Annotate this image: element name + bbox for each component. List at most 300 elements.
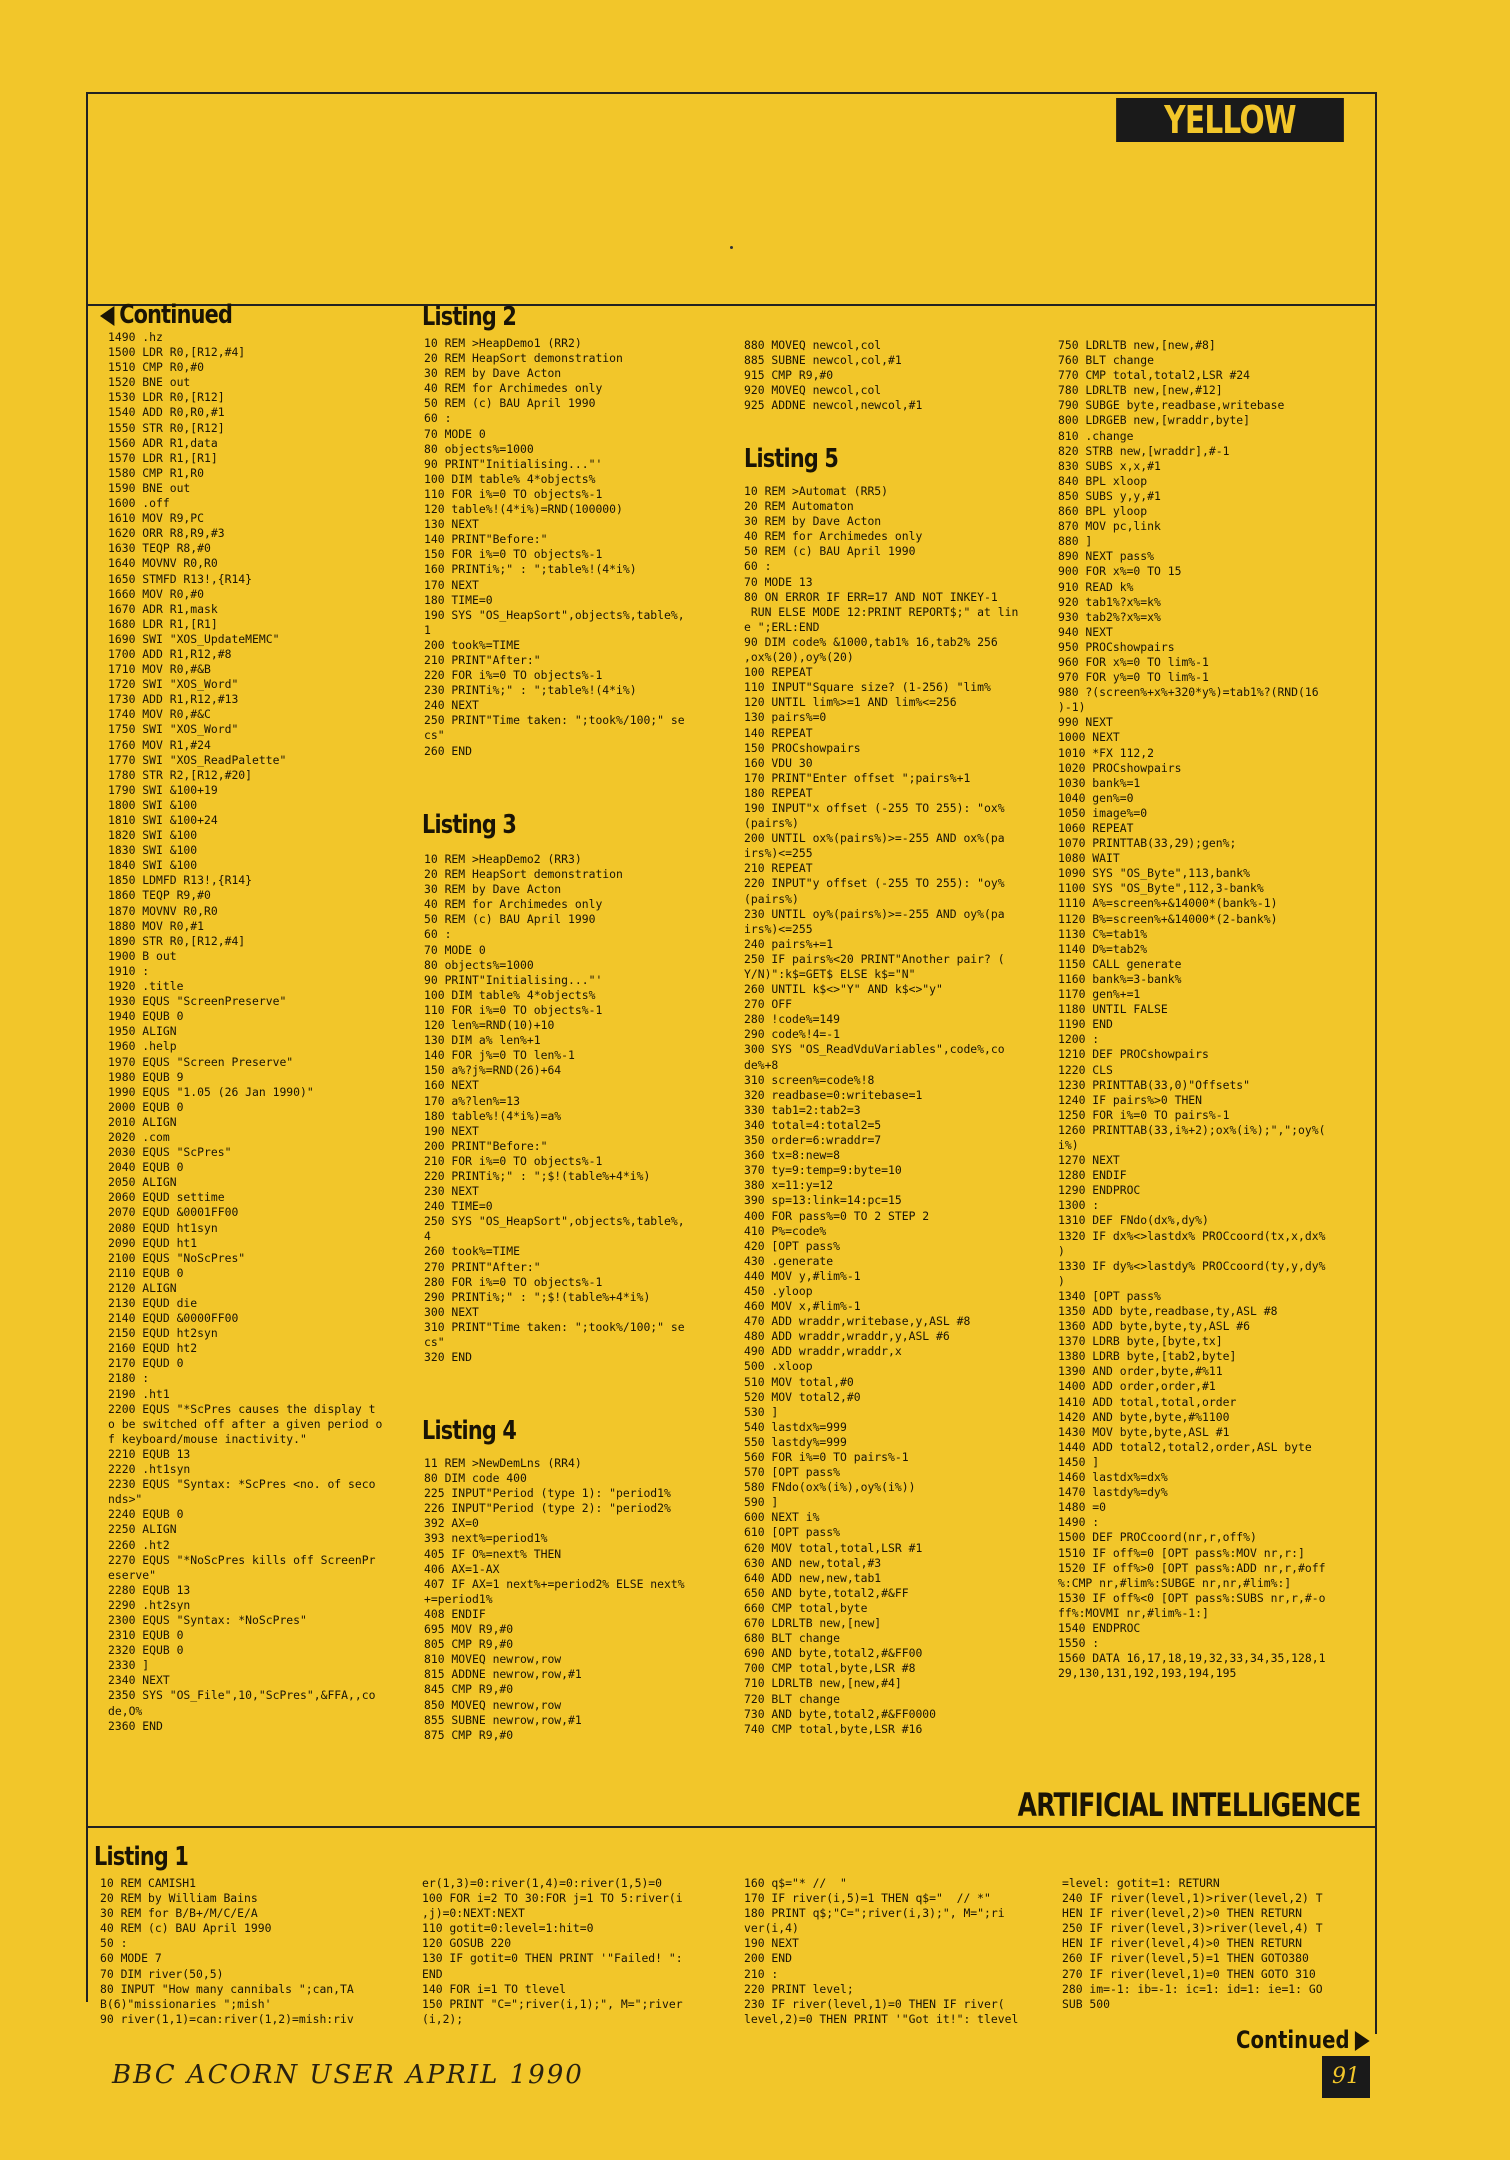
code-line: 2150 EQUD ht2syn: [108, 1326, 218, 1341]
code-line: 1370 LDRB byte,[byte,tx]: [1058, 1334, 1223, 1349]
code-line: er(1,3)=0:river(1,4)=0:river(1,5)=0: [422, 1876, 663, 1890]
code-line: 1490 .hz: [108, 330, 163, 344]
section-divider-line: [86, 1826, 1376, 1828]
code-line: irs%)<=255: [744, 921, 813, 936]
code-line: 2110 EQUB 0: [108, 1265, 184, 1280]
code-line: 20 REM Automaton: [744, 499, 854, 514]
arrow-left-icon: [100, 306, 114, 326]
code-line: 400 FOR pass%=0 TO 2 STEP 2: [744, 1208, 930, 1223]
code-line: 270 PRINT"After:": [424, 1259, 541, 1274]
code-column-4: [1058, 338, 1325, 1681]
code-line: 180 PRINT q$;"C=";river(i,3);", M=";ri: [744, 1906, 1005, 1921]
code-line: 1740 MOV R0,#&C: [108, 707, 211, 722]
code-line: 1230 PRINTTAB(33,0)"Offsets": [1058, 1077, 1251, 1092]
code-line: 70 DIM river(50,5): [100, 1966, 224, 1981]
code-line: 500 .xloop: [744, 1359, 813, 1374]
code-line: 690 AND byte,total2,#&FF00: [744, 1646, 923, 1661]
listing-1-column-a: [100, 1876, 354, 2027]
code-line: 1780 STR R2,[R12,#20]: [108, 767, 253, 782]
code-line: 392 AX=0: [424, 1516, 479, 1531]
code-line: 1790 SWI &100+19: [108, 782, 218, 797]
code-line: 1020 PROCshowpairs: [1058, 760, 1182, 775]
code-line: 20 REM HeapSort demonstration: [424, 867, 623, 882]
code-line: 150 a%?j%=RND(26)+64: [424, 1063, 562, 1078]
code-line: 150 PROCshowpairs: [744, 740, 861, 755]
code-line: 40 REM (c) BAU April 1990: [100, 1921, 272, 1936]
code-line: 1610 MOV R9,PC: [108, 511, 205, 526]
code-line: ,ox%(20),oy%(20): [744, 650, 854, 665]
code-line: 1390 AND order,byte,#%11: [1058, 1364, 1223, 1379]
code-line: 560 FOR i%=0 TO pairs%-1: [744, 1450, 909, 1464]
code-line: 1750 SWI "XOS_Word": [108, 722, 239, 737]
code-column-1: [108, 330, 382, 1734]
code-line: 1310 DEF FNdo(dx%,dy%): [1058, 1213, 1209, 1228]
code-line: 1070 PRINTTAB(33,29);gen%;: [1058, 836, 1237, 851]
code-line: 120 table%!(4*i%)=RND(100000): [424, 502, 623, 517]
code-line: 50 REM (c) BAU April 1990: [744, 544, 916, 559]
code-line: 845 CMP R9,#0: [424, 1682, 514, 1697]
code-line: 1150 CALL generate: [1058, 956, 1182, 971]
code-line: 80 INPUT "How many cannibals ";can,TA: [100, 1981, 354, 1996]
code-line: 20 REM by William Bains: [100, 1891, 258, 1906]
code-column-3-top: [744, 338, 922, 413]
code-line: 200 UNTIL ox%(pairs%)>=-255 AND ox%(pa: [744, 831, 1005, 846]
code-line: 2280 EQUB 13: [108, 1582, 191, 1597]
code-line: 2290 .ht2syn: [108, 1597, 191, 1612]
code-line: 170 a%?len%=13: [424, 1093, 521, 1108]
code-line: 540 lastdx%=999: [744, 1419, 847, 1434]
code-line: 270 OFF: [744, 997, 793, 1012]
code-line: de%+8: [744, 1057, 779, 1072]
code-line: 2250 ALIGN: [108, 1522, 177, 1537]
listing-1-column-c: [744, 1876, 1018, 2027]
code-line: 90 PRINT"Initialising..."': [424, 456, 603, 471]
code-line: 1380 LDRB byte,[tab2,byte]: [1058, 1349, 1237, 1364]
code-line: 220 INPUT"y offset (-255 TO 255): "oy%: [744, 876, 1005, 891]
code-line: 1490 :: [1058, 1515, 1100, 1530]
code-line: 1550 STR R0,[R12]: [108, 420, 225, 435]
code-line: cs": [424, 1335, 445, 1349]
code-line: 120 GOSUB 220: [422, 1936, 512, 1951]
code-line: 2190 .ht1: [108, 1386, 170, 1401]
code-line: 310 screen%=code%!8: [744, 1072, 875, 1087]
code-line: 630 AND new,total,#3: [744, 1555, 882, 1570]
code-line: 730 AND byte,total2,#&FF0000: [744, 1706, 937, 1721]
code-line: 180 REPEAT: [744, 785, 813, 800]
code-line: 470 ADD wraddr,writebase,y,ASL #8: [744, 1314, 971, 1329]
code-line: 1320 IF dx%<>lastdx% PROCcoord(tx,x,dx%: [1058, 1228, 1326, 1243]
code-line: 830 SUBS x,x,#1: [1058, 458, 1161, 473]
code-line: eserve": [108, 1567, 157, 1582]
code-line: 1900 B out: [108, 948, 177, 963]
code-line: 30 REM by Dave Acton: [424, 882, 562, 897]
code-line: 1120 B%=screen%+&14000*(2-bank%): [1058, 911, 1278, 926]
code-line: 80 objects%=1000: [424, 957, 534, 972]
code-line: 140 REPEAT: [744, 725, 813, 740]
code-line: 110 FOR i%=0 TO objects%-1: [424, 486, 603, 501]
code-line: 50 REM (c) BAU April 1990: [424, 396, 596, 411]
code-line: 1760 MOV R1,#24: [108, 737, 211, 752]
code-line: 1980 EQUB 9: [108, 1069, 184, 1084]
code-line: 2040 EQUB 0: [108, 1160, 184, 1175]
code-line: 780 LDRLTB new,[new,#12]: [1058, 383, 1223, 398]
code-line: 640 ADD new,new,tab1: [744, 1570, 882, 1585]
code-line: 250 SYS "OS_HeapSort",objects%,table%,: [424, 1214, 685, 1229]
code-line: 1660 MOV R0,#0: [108, 586, 205, 601]
code-line: 720 BLT change: [744, 1691, 841, 1706]
code-line: 280 FOR i%=0 TO objects%-1: [424, 1274, 603, 1289]
code-line: 490 ADD wraddr,wraddr,x: [744, 1344, 902, 1359]
code-line: 1510 IF off%=0 [OPT pass%:MOV nr,r:]: [1058, 1545, 1305, 1560]
code-line: 2220 .ht1syn: [108, 1462, 191, 1477]
decorative-dot: [730, 246, 733, 249]
code-line: 250 IF pairs%<20 PRINT"Another pair? (: [744, 951, 1005, 966]
code-line: 2070 EQUD &0001FF00: [108, 1205, 239, 1220]
code-line: 1920 .title: [108, 979, 184, 994]
code-line: 620 MOV total,total,LSR #1: [744, 1540, 923, 1555]
code-line: 1830 SWI &100: [108, 843, 198, 858]
code-line: 70 MODE 0: [424, 426, 486, 441]
code-line: 1860 TEQP R9,#0: [108, 888, 211, 903]
code-line: END: [422, 1966, 443, 1981]
code-line: 930 tab2%?x%=x%: [1058, 609, 1161, 624]
code-line: ver(i,4): [744, 1921, 799, 1936]
code-line: 950 PROCshowpairs: [1058, 639, 1175, 654]
code-line: 1450 ]: [1058, 1454, 1100, 1469]
code-line: 850 SUBS y,y,#1: [1058, 488, 1161, 503]
code-line: 1620 ORR R8,R9,#3: [108, 526, 225, 541]
code-line: 60 :: [424, 411, 452, 426]
code-line: 225 INPUT"Period (type 1): "period1%: [424, 1486, 671, 1501]
code-line: 1110 A%=screen%+&14000*(bank%-1): [1058, 896, 1278, 911]
code-line: 885 SUBNE newcol,col,#1: [744, 353, 902, 368]
code-line: nds>": [108, 1492, 143, 1507]
code-line: 1360 ADD byte,byte,ty,ASL #6: [1058, 1319, 1251, 1334]
code-line: 60 MODE 7: [100, 1951, 162, 1966]
code-line: 2020 .com: [108, 1129, 170, 1144]
code-line: 670 LDRLTB new,[new]: [744, 1616, 882, 1631]
code-line: 1520 BNE out: [108, 375, 191, 390]
code-line: 1200 :: [1058, 1032, 1100, 1047]
code-line: 1330 IF dy%<>lastdy% PROCcoord(ty,y,dy%: [1058, 1258, 1326, 1273]
listing-1-column-d: [1062, 1876, 1323, 2012]
code-line: 520 MOV total2,#0: [744, 1389, 861, 1404]
code-line: 980 ?(screen%+x%+320*y%)=tab1%?(RND(16: [1058, 685, 1319, 700]
code-line: 300 NEXT: [424, 1304, 479, 1319]
code-line: 2320 EQUB 0: [108, 1643, 184, 1658]
code-line: o be switched off after a given period o: [108, 1416, 383, 1431]
code-line: 1850 LDMFD R13!,{R14}: [108, 873, 253, 888]
code-line: 140 PRINT"Before:": [424, 532, 548, 547]
code-line: 1960 .help: [108, 1039, 177, 1054]
code-line: 800 LDRGEB new,[wraddr,byte]: [1058, 413, 1251, 428]
code-line: 130 pairs%=0: [744, 710, 827, 725]
code-line: ,j)=0:NEXT:NEXT: [422, 1906, 525, 1921]
code-line: 140 FOR j%=0 TO len%-1: [424, 1048, 575, 1063]
code-line: 170 IF river(i,5)=1 THEN q$=" // *": [744, 1891, 991, 1906]
code-line: 40 REM for Archimedes only: [424, 381, 603, 396]
code-line: 405 IF O%=next% THEN: [424, 1546, 562, 1561]
code-line: 60 :: [424, 927, 452, 942]
code-line: 1100 SYS "OS_Byte",112,3-bank%: [1058, 881, 1264, 896]
code-line: 40 REM for Archimedes only: [424, 897, 603, 912]
code-line: 230 IF river(level,1)=0 THEN IF river(: [744, 1996, 1005, 2011]
code-line: 110 INPUT"Square size? (1-256) "lim%: [744, 680, 991, 695]
code-line: 1840 SWI &100: [108, 858, 198, 873]
code-line: 270 IF river(level,1)=0 THEN GOTO 310: [1062, 1966, 1316, 1981]
code-line: 1260 PRINTTAB(33,i%+2);ox%(i%);",";oy%(: [1058, 1122, 1326, 1137]
code-line: 140 FOR i=1 TO tlevel: [422, 1981, 567, 1996]
code-line: 2170 EQUD 0: [108, 1356, 184, 1371]
code-line: 2130 EQUD die: [108, 1296, 198, 1310]
code-line: 510 MOV total,#0: [744, 1374, 854, 1389]
code-line: 100 DIM table% 4*objects%: [424, 471, 596, 486]
code-line: 1300 :: [1058, 1198, 1100, 1213]
top-frame-line: [86, 92, 1376, 94]
code-line: 10 REM >Automat (RR5): [744, 484, 889, 498]
code-line: 1970 EQUS "Screen Preserve": [108, 1054, 294, 1069]
code-line: 1000 NEXT: [1058, 730, 1120, 745]
code-line: 695 MOV R9,#0: [424, 1622, 514, 1637]
code-line: 880 ]: [1058, 534, 1093, 549]
code-line: 2100 EQUS "NoScPres": [108, 1250, 246, 1265]
code-line: 110 FOR i%=0 TO objects%-1: [424, 1002, 603, 1017]
listing-1-heading: Listing 1: [94, 1842, 189, 1872]
code-line: 2350 SYS "OS_File",10,"ScPres",&FFA,,co: [108, 1688, 376, 1703]
code-line: 1500 DEF PROCcoord(nr,r,off%): [1058, 1530, 1257, 1545]
code-line: 530 ]: [744, 1404, 779, 1419]
code-line: 1090 SYS "OS_Byte",113,bank%: [1058, 866, 1251, 881]
code-line: 1940 EQUB 0: [108, 1009, 184, 1024]
code-line: 1640 MOVNV R0,R0: [108, 556, 218, 571]
code-line: 190 NEXT: [424, 1123, 479, 1138]
code-line: 30 REM by Dave Acton: [744, 514, 882, 529]
code-line: 1770 SWI "XOS_ReadPalette": [108, 752, 287, 767]
code-line: 190 INPUT"x offset (-255 TO 255): "ox%: [744, 800, 1005, 815]
listing-4-heading: Listing 4: [422, 1416, 517, 1446]
code-line: 2000 EQUB 0: [108, 1099, 184, 1114]
code-line: 1140 D%=tab2%: [1058, 941, 1148, 956]
code-line: 230 NEXT: [424, 1184, 479, 1199]
code-line: 1510 CMP R0,#0: [108, 360, 205, 375]
code-line: 710 LDRLTB new,[new,#4]: [744, 1676, 902, 1691]
code-line: 1630 TEQP R8,#0: [108, 541, 211, 556]
code-line: 1430 MOV byte,byte,ASL #1: [1058, 1424, 1230, 1439]
code-line: 80 DIM code 400: [424, 1471, 527, 1486]
code-line: 1550 :: [1058, 1636, 1100, 1651]
code-line: 570 [OPT pass%: [744, 1465, 841, 1480]
code-line: 406 AX=1-AX: [424, 1561, 500, 1576]
code-line: 130 DIM a% len%+1: [424, 1033, 541, 1048]
code-line: 360 tx=8:new=8: [744, 1148, 841, 1163]
code-line: 120 len%=RND(10)+10: [424, 1018, 555, 1033]
code-line: 2330 ]: [108, 1658, 150, 1673]
listing-2-heading: Listing 2: [422, 302, 517, 332]
code-line: RUN ELSE MODE 12:PRINT REPORT$;" at lin: [744, 604, 1019, 619]
code-line: 1990 EQUS "1.05 (26 Jan 1990)": [108, 1084, 314, 1099]
code-line: 1350 ADD byte,readbase,ty,ASL #8: [1058, 1304, 1278, 1318]
code-line: 210 PRINT"After:": [424, 652, 541, 667]
code-line: 430 .generate: [744, 1253, 834, 1268]
code-line: 10 REM >HeapDemo2 (RR3): [424, 852, 582, 866]
code-line: 480 ADD wraddr,wraddr,y,ASL #6: [744, 1329, 950, 1344]
code-line: 2300 EQUS "Syntax: *NoScPres": [108, 1612, 307, 1627]
code-line: 90 PRINT"Initialising..."': [424, 972, 603, 987]
code-line: 1420 AND byte,byte,#%1100: [1058, 1409, 1230, 1424]
code-line: 550 lastdy%=999: [744, 1434, 847, 1449]
code-line: 170 PRINT"Enter offset ";pairs%+1: [744, 770, 971, 785]
code-line: 740 CMP total,byte,LSR #16: [744, 1721, 923, 1736]
code-line: 200 took%=TIME: [424, 637, 521, 652]
code-line: 2160 EQUD ht2: [108, 1341, 198, 1356]
code-line: 210 :: [744, 1966, 779, 1981]
code-line: 700 CMP total,byte,LSR #8: [744, 1661, 916, 1676]
code-line: 680 BLT change: [744, 1631, 841, 1646]
code-line: 393 next%=period1%: [424, 1531, 548, 1546]
code-line: 790 SUBGE byte,readbase,writebase: [1058, 398, 1285, 413]
code-line: 990 NEXT: [1058, 715, 1113, 730]
code-line: 2180 :: [108, 1371, 150, 1386]
code-line: 2230 EQUS "Syntax: *ScPres <no. of seco: [108, 1477, 376, 1492]
publication-footer: BBC ACORN USER APRIL 1990: [112, 2060, 584, 2090]
code-line: 290 code%!4=-1: [744, 1027, 841, 1042]
code-line: 1470 lastdy%=dy%: [1058, 1485, 1168, 1500]
code-line: 960 FOR x%=0 TO lim%-1: [1058, 654, 1209, 669]
code-line: 2050 ALIGN: [108, 1175, 177, 1190]
code-line: 1530 IF off%<0 [OPT pass%:SUBS nr,r,#-o: [1058, 1590, 1326, 1605]
code-line: 1700 ADD R1,R12,#8: [108, 646, 232, 661]
code-line: 100 FOR i=2 TO 30:FOR j=1 TO 5:river(i: [422, 1891, 683, 1906]
code-line: 1930 EQUS "ScreenPreserve": [108, 994, 287, 1009]
code-line: 870 MOV pc,link: [1058, 519, 1161, 534]
code-line: 70 MODE 13: [744, 574, 813, 589]
code-line: 350 order=6:wraddr=7: [744, 1133, 882, 1148]
code-line: 2360 END: [108, 1718, 163, 1733]
code-line: 1010 *FX 112,2: [1058, 745, 1155, 760]
code-line: 855 SUBNE newrow,row,#1: [424, 1712, 582, 1727]
code-line: 1570 LDR R1,[R1]: [108, 450, 218, 465]
code-line: 1670 ADR R1,mask: [108, 601, 218, 616]
code-line: 660 CMP total,byte: [744, 1600, 868, 1615]
page-number: 91: [1322, 2056, 1370, 2098]
code-line: 407 IF AX=1 next%+=period2% ELSE next%: [424, 1576, 685, 1591]
code-line: 120 UNTIL lim%>=1 AND lim%<=256: [744, 695, 957, 710]
code-line: 590 ]: [744, 1495, 779, 1510]
code-line: 2260 .ht2: [108, 1537, 170, 1552]
code-line: 580 FNdo(ox%(i%),oy%(i%)): [744, 1480, 916, 1495]
code-line: 920 MOVEQ newcol,col: [744, 383, 882, 398]
code-line: ): [1058, 1273, 1065, 1288]
code-line: +=period1%: [424, 1591, 493, 1606]
code-line: 910 READ k%: [1058, 579, 1134, 594]
code-line: 1340 [OPT pass%: [1058, 1288, 1161, 1303]
code-line: 250 PRINT"Time taken: ";took%/100;" se: [424, 713, 685, 728]
code-line: 920 tab1%?x%=k%: [1058, 594, 1161, 609]
code-line: 190 NEXT: [744, 1936, 799, 1951]
code-line: 320 END: [424, 1350, 473, 1365]
code-line: 1240 IF pairs%>0 THEN: [1058, 1092, 1203, 1107]
code-line: 860 BPL yloop: [1058, 504, 1148, 519]
code-line: HEN IF river(level,2)>0 THEN RETURN: [1062, 1906, 1303, 1921]
code-line: 805 CMP R9,#0: [424, 1637, 514, 1652]
code-line: 840 BPL xloop: [1058, 473, 1148, 488]
code-line: 180 table%!(4*i%)=a%: [424, 1108, 562, 1123]
code-line: 1290 ENDPROC: [1058, 1183, 1141, 1198]
code-line: (i,2);: [422, 2011, 464, 2026]
continued-bottom-heading: Continued: [1236, 2026, 1369, 2054]
listing-3-heading: Listing 3: [422, 810, 517, 840]
code-line: level,2)=0 THEN PRINT '"Got it!": tlevel: [744, 2011, 1019, 2026]
code-line: 190 SYS "OS_HeapSort",objects%,table%,: [424, 607, 685, 622]
code-line: 1710 MOV R0,#&B: [108, 662, 211, 677]
code-line: 610 [OPT pass%: [744, 1525, 841, 1540]
code-line: 890 NEXT pass%: [1058, 549, 1155, 564]
code-line: 100 DIM table% 4*objects%: [424, 987, 596, 1002]
code-line: 290 PRINTi%;" : ";$!(table%+4*i%): [424, 1289, 651, 1304]
code-line: 440 MOV y,#lim%-1: [744, 1268, 861, 1283]
code-line: 240 pairs%+=1: [744, 936, 834, 951]
code-line: 70 MODE 0: [424, 942, 486, 957]
listing-5-heading: Listing 5: [744, 444, 839, 474]
code-line: 1270 NEXT: [1058, 1153, 1120, 1168]
code-line: 2090 EQUD ht1: [108, 1235, 198, 1250]
arrow-right-icon: [1355, 2031, 1370, 2051]
code-line: 1130 C%=tab1%: [1058, 926, 1148, 941]
code-line: 170 NEXT: [424, 577, 479, 592]
code-line: 1870 MOVNV R0,R0: [108, 903, 218, 918]
code-line: 80 objects%=1000: [424, 441, 534, 456]
code-line: 2120 ALIGN: [108, 1280, 177, 1295]
artificial-intelligence-heading: ARTIFICIAL INTELLIGENCE: [1017, 1786, 1360, 1824]
code-line: 1810 SWI &100+24: [108, 813, 218, 827]
code-line: 200 END: [744, 1951, 793, 1966]
code-line: 110 gotit=0:level=1:hit=0: [422, 1921, 594, 1936]
code-line: 2340 NEXT: [108, 1673, 170, 1688]
code-line: =level: gotit=1: RETURN: [1062, 1876, 1220, 1890]
code-line: cs": [424, 728, 445, 743]
code-line: 1800 SWI &100: [108, 797, 198, 812]
code-line: 2270 EQUS "*NoScPres kills off ScreenPr: [108, 1552, 376, 1567]
code-line: 200 PRINT"Before:": [424, 1138, 548, 1153]
code-line: 810 .change: [1058, 428, 1134, 443]
code-line: 875 CMP R9,#0: [424, 1727, 514, 1742]
code-line: 2080 EQUD ht1syn: [108, 1220, 218, 1235]
code-line: 250 IF river(level,3)>river(level,4) T: [1062, 1921, 1323, 1936]
code-line: 2200 EQUS "*ScPres causes the display t: [108, 1401, 376, 1416]
code-line: 770 CMP total,total2,LSR #24: [1058, 368, 1251, 383]
code-line: 1820 SWI &100: [108, 828, 198, 843]
code-line: irs%)<=255: [744, 846, 813, 861]
code-line: 850 MOVEQ newrow,row: [424, 1697, 562, 1712]
code-line: 160 q$="* // ": [744, 1876, 847, 1890]
code-line: 1910 :: [108, 963, 150, 978]
header-divider-line: [86, 304, 1376, 306]
code-line: 2140 EQUD &0000FF00: [108, 1311, 239, 1326]
code-line: 90 DIM code% &1000,tab1% 16,tab2% 256: [744, 634, 998, 649]
code-line: 130 IF gotit=0 THEN PRINT '"Failed! ":: [422, 1951, 683, 1966]
code-line: 2030 EQUS "ScPres": [108, 1145, 232, 1160]
code-line: 340 total=4:total2=5: [744, 1117, 882, 1132]
code-line: 30 REM by Dave Acton: [424, 366, 562, 381]
code-line: 260 took%=TIME: [424, 1244, 521, 1259]
code-line: 1480 =0: [1058, 1500, 1107, 1515]
right-frame-line: [1375, 92, 1377, 2034]
code-line: 1690 SWI "XOS_UpdateMEMC": [108, 631, 280, 646]
code-line: 1890 STR R0,[R12,#4]: [108, 933, 246, 948]
code-line: 210 FOR i%=0 TO objects%-1: [424, 1153, 603, 1168]
code-line: 940 NEXT: [1058, 624, 1113, 639]
code-line: 1650 STMFD R13!,{R14}: [108, 571, 253, 586]
